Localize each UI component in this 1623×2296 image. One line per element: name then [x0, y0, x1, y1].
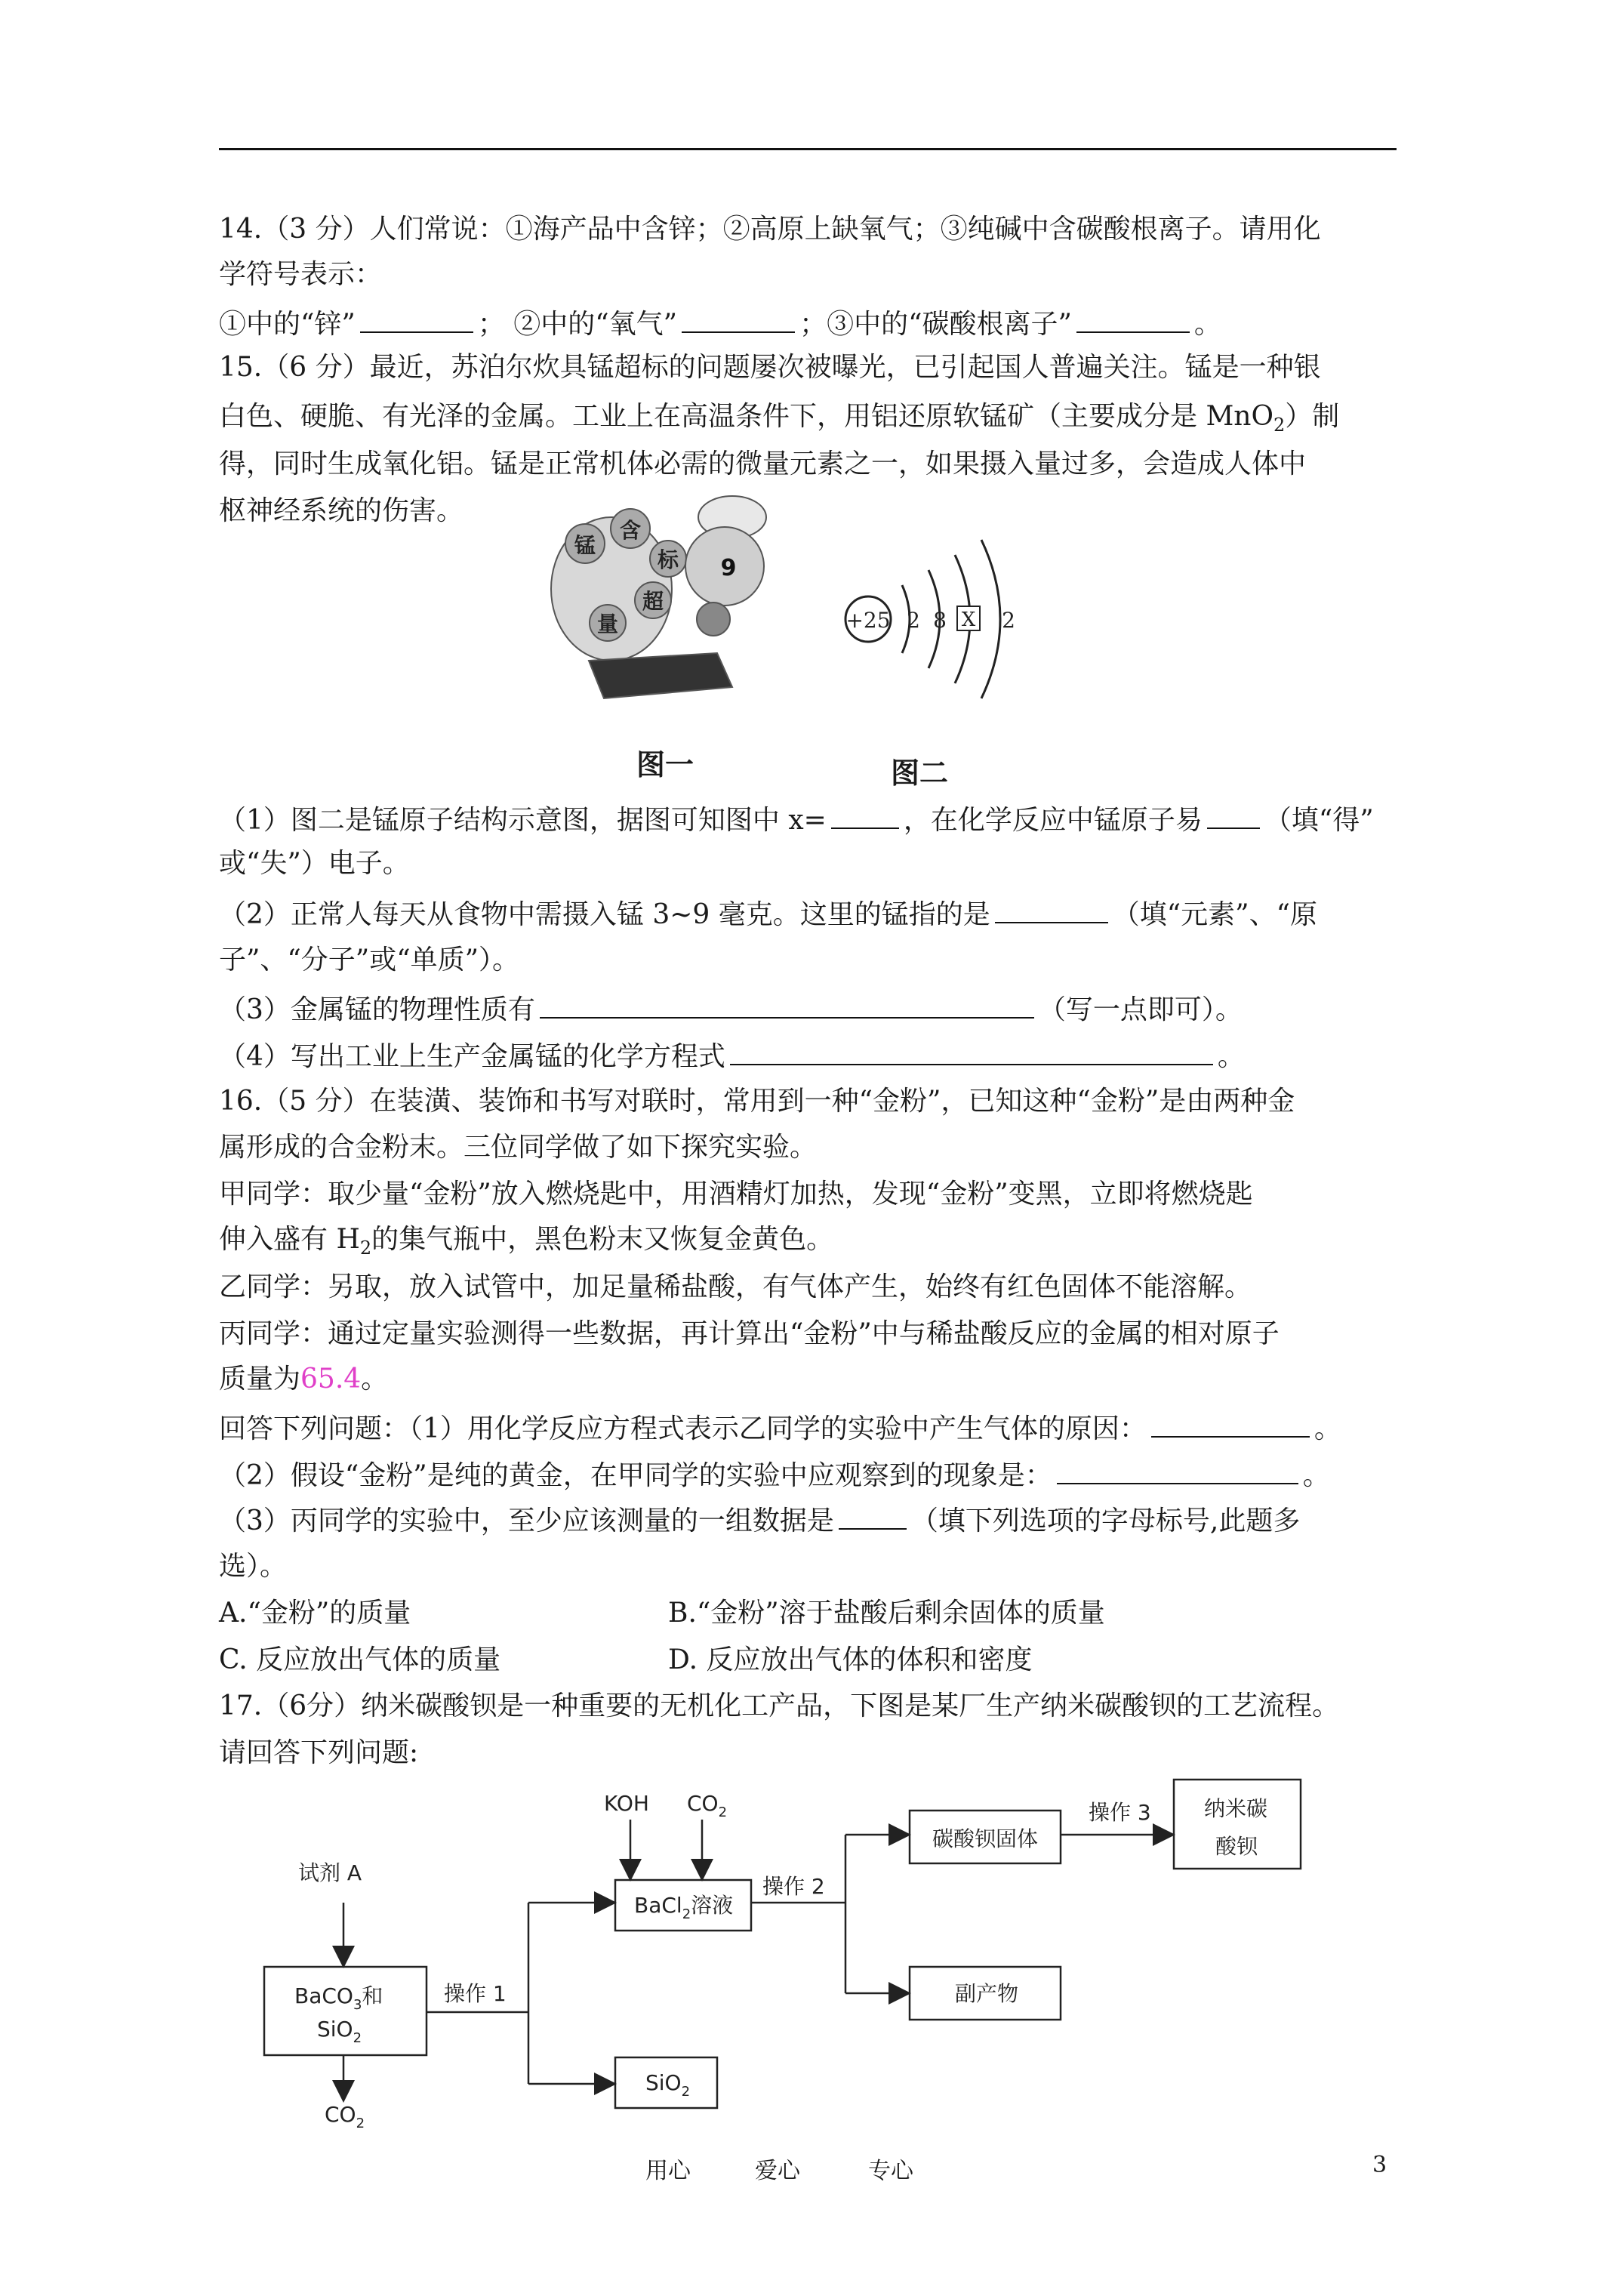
q16-equation-blank[interactable]	[1151, 1410, 1310, 1438]
q14-line2: 学符号表示：	[219, 259, 383, 290]
q14-line3	[219, 306, 1221, 341]
q15-sub2-a: （2）正常人每天从食物中需摄入锰 3~9 毫克。这里的锰指的是	[219, 899, 990, 930]
q16-h2-sub: 2	[359, 1237, 372, 1259]
process-flow-diagram	[249, 1774, 1321, 2144]
label-sio2-sub: 2	[681, 2084, 691, 2100]
q15-x-blank[interactable]	[831, 802, 899, 829]
pan	[589, 653, 732, 698]
q16-ask2-b: 。	[1302, 1460, 1330, 1491]
q16-atomic-mass-value: 65.4	[300, 1364, 362, 1395]
q15-sub3	[219, 991, 1243, 1027]
word-exceed: 超	[642, 589, 664, 614]
q15-line2	[219, 400, 1340, 436]
word-standard: 标	[657, 547, 679, 572]
q15-gain-lose-blank[interactable]	[1207, 802, 1260, 829]
label-co2-in	[687, 1791, 727, 1820]
q16-ask3-line2: 选）。	[219, 1551, 288, 1582]
label-mix-sio2-text: SiO	[317, 2017, 353, 2042]
q14-zinc-blank[interactable]	[360, 306, 473, 333]
q15-mno2-sub: 2	[1273, 415, 1286, 436]
label-baco3-solid: 碳酸钡固体	[932, 1826, 1039, 1851]
q16-bing-line1: 丙同学：通过定量实验测得一些数据，再计算出“金粉”中与稀盐酸反应的金属的相对原子	[219, 1318, 1280, 1349]
label-sio2-text: SiO	[645, 2070, 682, 2095]
q14-oxygen-label: ； ②中的“氧气”	[477, 309, 678, 340]
q14-carbonate-label: ；③中的“碳酸根离子”	[799, 309, 1072, 340]
q15-sub4-b: 。	[1217, 1041, 1245, 1072]
nucleus-charge: +25	[845, 608, 891, 633]
q16-data-blank[interactable]	[839, 1502, 907, 1530]
chef-hand	[697, 603, 730, 636]
label-koh: KOH	[604, 1791, 649, 1816]
label-co2-in-text: CO	[687, 1791, 719, 1816]
q16-bing-line2	[219, 1363, 388, 1396]
label-bacl2-sub: 2	[682, 1906, 691, 1922]
label-bacl2-text: BaCl	[634, 1893, 682, 1918]
q14-line1: 14.（3 分）人们常说：①海产品中含锌；②高原上缺氧气；③纯碱中含碳酸根离子。请用化	[219, 214, 1321, 245]
label-sio2-box	[645, 2070, 690, 2100]
q16-ask1	[219, 1410, 1341, 1446]
label-co2-out	[325, 2102, 365, 2131]
label-baco3-and	[294, 1983, 383, 2013]
q16-jia2-a: 伸入盛有 H	[219, 1224, 360, 1255]
q15-line2-end: ）制	[1285, 401, 1340, 432]
q15-equation-blank[interactable]	[730, 1038, 1213, 1065]
label-bacl2	[634, 1893, 733, 1922]
q16-option-c[interactable]: C. 反应放出气体的质量	[219, 1644, 501, 1675]
label-reagent-a: 试剂 A	[298, 1860, 362, 1885]
q14-oxygen-blank[interactable]	[682, 306, 795, 333]
label-baco3-text: BaCO	[294, 1983, 353, 2008]
label-sio2-in-mix	[317, 2017, 362, 2046]
label-co2-in-sub: 2	[718, 1804, 728, 1820]
label-bacl2-end: 溶液	[691, 1893, 734, 1918]
q15-line2-text: 白色、硬脆、有光泽的金属。工业上在高温条件下，用铝还原软锰矿（主要成分是 MnO	[219, 401, 1274, 432]
label-baco3-sub: 3	[353, 1997, 362, 2013]
q15-sub1-b: ，在化学反应中锰原子易	[903, 805, 1203, 836]
q15-sub1-line2: 或“失”）电子。	[219, 848, 410, 879]
label-op3: 操作 3	[1089, 1800, 1151, 1825]
q16-bing2-b: 。	[361, 1364, 389, 1395]
q15-sub3-b: （写一点即可）。	[1038, 994, 1243, 1025]
q16-ask3-a: （3）丙同学的实验中，至少应该测量的一组数据是	[219, 1505, 834, 1536]
q15-property-blank[interactable]	[540, 991, 1034, 1019]
q16-jia2-b: 的集气瓶中，黑色粉末又恢复金黄色。	[371, 1224, 834, 1255]
page-number: 3	[1372, 2152, 1387, 2178]
label-baco3-end: 和	[362, 1983, 383, 2008]
chef-badge: 9	[720, 555, 737, 581]
label-mix-sio2-sub: 2	[353, 2030, 362, 2046]
header-rule	[219, 148, 1397, 150]
q15-mn-meaning-blank[interactable]	[995, 896, 1108, 923]
label-op2: 操作 2	[762, 1874, 825, 1899]
q14-carbonate-blank[interactable]	[1076, 306, 1190, 333]
q16-ask2	[219, 1457, 1330, 1493]
q15-sub4	[219, 1038, 1245, 1074]
q16-line2: 属形成的合金粉末。三位同学做了如下探究实验。	[219, 1132, 818, 1163]
q15-sub1-c: （填“得”	[1264, 805, 1374, 836]
q16-ask2-a: （2）假设“金粉”是纯的黄金，在甲同学的实验中应观察到的现象是：	[219, 1460, 1052, 1491]
q15-sub4-a: （4）写出工业上生产金属锰的化学方程式	[219, 1041, 725, 1072]
atom-structure-figure	[830, 529, 1057, 717]
label-nano-line1: 纳米碳	[1204, 1796, 1268, 1821]
label-nano-line2: 酸钡	[1215, 1834, 1258, 1859]
q16-jia-line1: 甲同学：取少量“金粉”放入燃烧匙中，用酒精灯加热，发现“金粉”变黑，立即将燃烧匙	[219, 1179, 1253, 1210]
q16-option-d[interactable]: D. 反应放出气体的体积和密度	[668, 1644, 1033, 1675]
shell-3-unknown: X	[961, 609, 976, 631]
label-co2-out-text: CO	[325, 2102, 356, 2127]
q15-sub1-a: （1）图二是锰原子结构示意图，据图可知图中 x=	[219, 805, 827, 836]
footer-motto-2: 爱心	[755, 2158, 800, 2184]
footer-motto-3: 专心	[868, 2158, 913, 2184]
q16-option-b[interactable]: B.“金粉”溶于盐酸后剩余固体的质量	[668, 1598, 1105, 1629]
q15-sub2-b: （填“元素”、“原	[1112, 899, 1317, 930]
q15-sub2-line1	[219, 896, 1317, 932]
q17-line1: 17.（6分）纳米碳酸钡是一种重要的无机化工产品，下图是某厂生产纳米碳酸钡的工艺流程。	[219, 1690, 1340, 1721]
label-co2-out-sub: 2	[356, 2116, 365, 2131]
q15-line3: 得，同时生成氧化铝。锰是正常机体必需的微量元素之一，如果摄入量过多，会造成人体中	[219, 448, 1307, 479]
q16-line1: 16.（5 分）在装潢、装饰和书写对联时，常用到一种“金粉”，已知这种“金粉”是由两种金	[219, 1086, 1295, 1117]
q15-line1: 15.（6 分）最近，苏泊尔炊具锰超标的问题屡次被曝光，已引起国人普遍关注。锰是一种银	[219, 352, 1321, 383]
label-op1: 操作 1	[444, 1981, 507, 2006]
q15-line4: 枢神经系统的伤害。	[219, 495, 464, 526]
q16-jia-line2	[219, 1223, 834, 1259]
q14-zinc-label: ①中的“锌”	[219, 309, 356, 340]
figure2-caption: 图二	[891, 757, 949, 790]
manganese-cartoon-figure	[544, 483, 785, 710]
q16-yi: 乙同学：另取，放入试管中，加足量稀盐酸，有气体产生，始终有红色固体不能溶解。	[219, 1271, 1252, 1302]
figure1-caption: 图一	[636, 748, 694, 781]
word-contain: 含	[619, 518, 642, 543]
q15-sub1-line1	[219, 802, 1374, 837]
box-baco3-sio2	[264, 1967, 427, 2055]
shell-2-electrons: 8	[933, 608, 947, 633]
q17-line2: 请回答下列问题:	[219, 1737, 419, 1768]
word-mn: 锰	[574, 533, 596, 558]
q16-phenomenon-blank[interactable]	[1057, 1457, 1298, 1484]
shell-4-electrons: 2	[1002, 608, 1015, 633]
q15-sub2-line2: 子”、“分子”或“单质”）。	[219, 945, 520, 975]
label-byproduct: 副产物	[955, 1981, 1019, 2006]
q16-bing2-a: 质量为	[219, 1364, 301, 1395]
q16-ask1-b: 。	[1313, 1413, 1341, 1444]
q16-option-a[interactable]: A.“金粉”的质量	[219, 1598, 411, 1629]
q14-end: 。	[1193, 309, 1221, 340]
q16-ask1-a: 回答下列问题：（1）用化学反应方程式表示乙同学的实验中产生气体的原因：	[219, 1413, 1147, 1444]
shell-1-electrons: 2	[907, 608, 920, 633]
word-amount: 量	[596, 612, 619, 636]
q16-ask3-line1	[219, 1502, 1300, 1538]
footer-motto-1: 用心	[645, 2158, 691, 2184]
q16-ask3-b: （填下列选项的字母标号,此题多	[910, 1505, 1301, 1536]
q15-sub3-a: （3）金属锰的物理性质有	[219, 994, 535, 1025]
shell-arc-4	[981, 540, 1000, 698]
